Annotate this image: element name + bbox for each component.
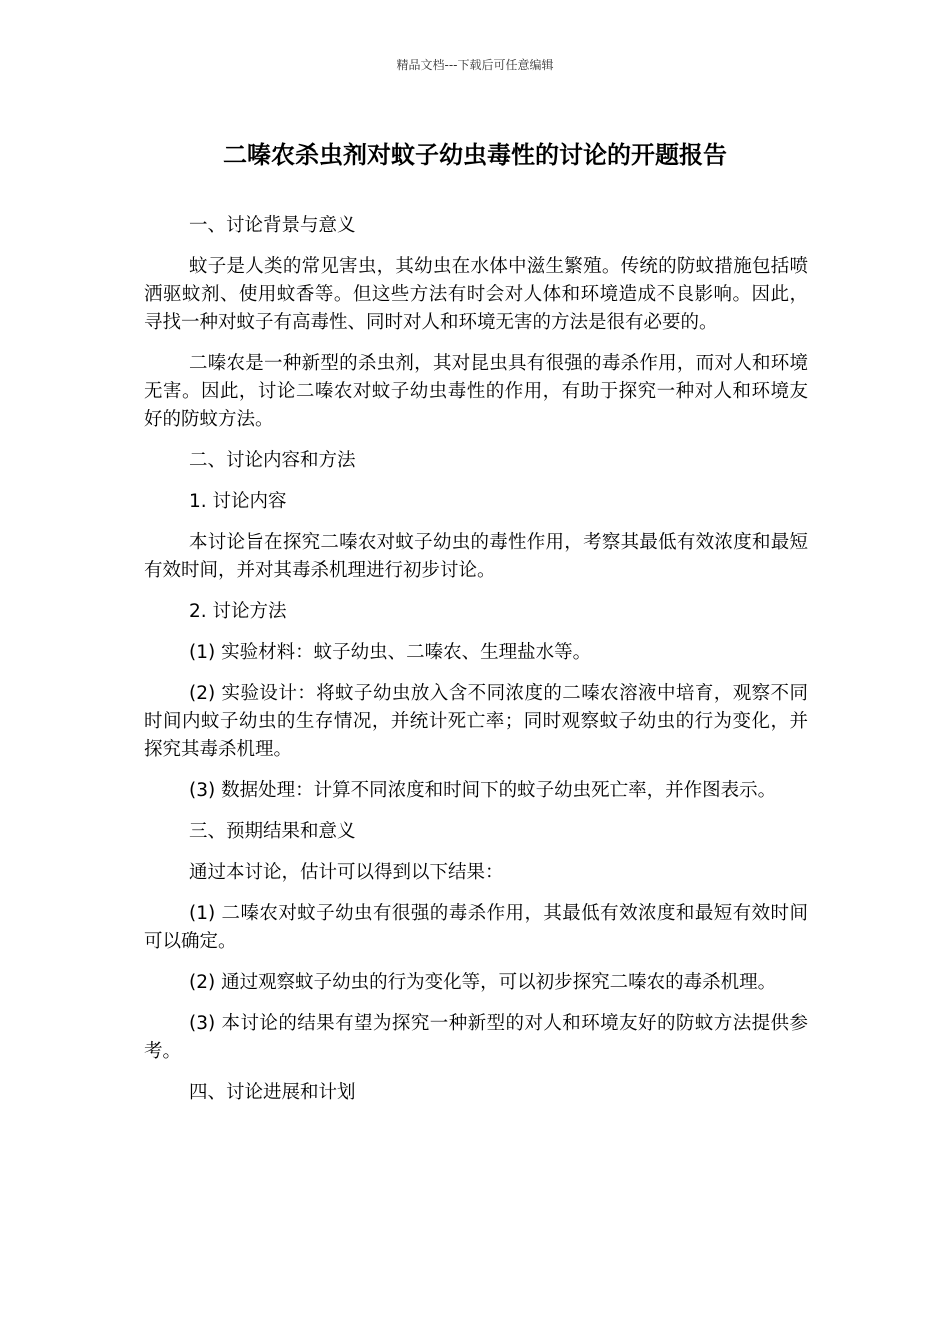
paragraph-background-1: 蚊子是人类的常见害虫，其幼虫在水体中滋生繁殖。传统的防蚊措施包括喷洒驱蚊剂、使用蚊香等。但这些方法有时会对人体和环境造成不良影响。因此，寻找一种对蚊子有高毒性、同时对人和环境无害的方法是很有必要的。	[144, 256, 808, 333]
document-title: 二嗪农杀虫剂对蚊子幼虫毒性的讨论的开题报告	[223, 141, 727, 169]
paragraph-content: 本讨论旨在探究二嗪农对蚊子幼虫的毒性作用，考察其最低有效浓度和最短有效时间，并对其毒杀机理进行初步讨论。	[144, 532, 808, 581]
list-item-materials: (1) 实验材料：蚊子幼虫、二嗪农、生理盐水等。	[189, 642, 592, 663]
document-body	[144, 212, 808, 1120]
section-heading-background: 一、讨论背景与意义	[189, 215, 356, 236]
section-heading-progress-plan: 四、讨论进展和计划	[189, 1082, 356, 1103]
list-item-result-3: (3) 本讨论的结果有望为探究一种新型的对人和环境友好的防蚊方法提供参考。	[144, 1013, 808, 1062]
list-item-design: (2) 实验设计：将蚊子幼虫放入含不同浓度的二嗪农溶液中培育，观察不同时间内蚊子幼虫的生存情况，并统计死亡率；同时观察蚊子幼虫的行为变化，并探究其毒杀机理。	[144, 683, 808, 760]
list-item-data-processing: (3) 数据处理：计算不同浓度和时间下的蚊子幼虫死亡率，并作图表示。	[189, 780, 777, 801]
subheading-content: 1. 讨论内容	[189, 491, 287, 512]
list-item-result-1: (1) 二嗪农对蚊子幼虫有很强的毒杀作用，其最低有效浓度和最短有效时间可以确定。	[144, 903, 808, 952]
paragraph-expected-intro: 通过本讨论，估计可以得到以下结果：	[189, 862, 504, 883]
paragraph-background-2: 二嗪农是一种新型的杀虫剂，其对昆虫具有很强的毒杀作用，而对人和环境无害。因此，讨论二嗪农对蚊子幼虫毒性的作用，有助于探究一种对人和环境友好的防蚊方法。	[144, 353, 808, 430]
section-heading-expected-results: 三、预期结果和意义	[189, 821, 356, 842]
list-item-result-2: (2) 通过观察蚊子幼虫的行为变化等，可以初步探究二嗪农的毒杀机理。	[189, 972, 777, 993]
section-heading-content-methods: 二、讨论内容和方法	[189, 450, 356, 471]
header-note: 精品文档---下载后可任意编辑	[396, 58, 554, 72]
subheading-methods: 2. 讨论方法	[189, 601, 287, 622]
